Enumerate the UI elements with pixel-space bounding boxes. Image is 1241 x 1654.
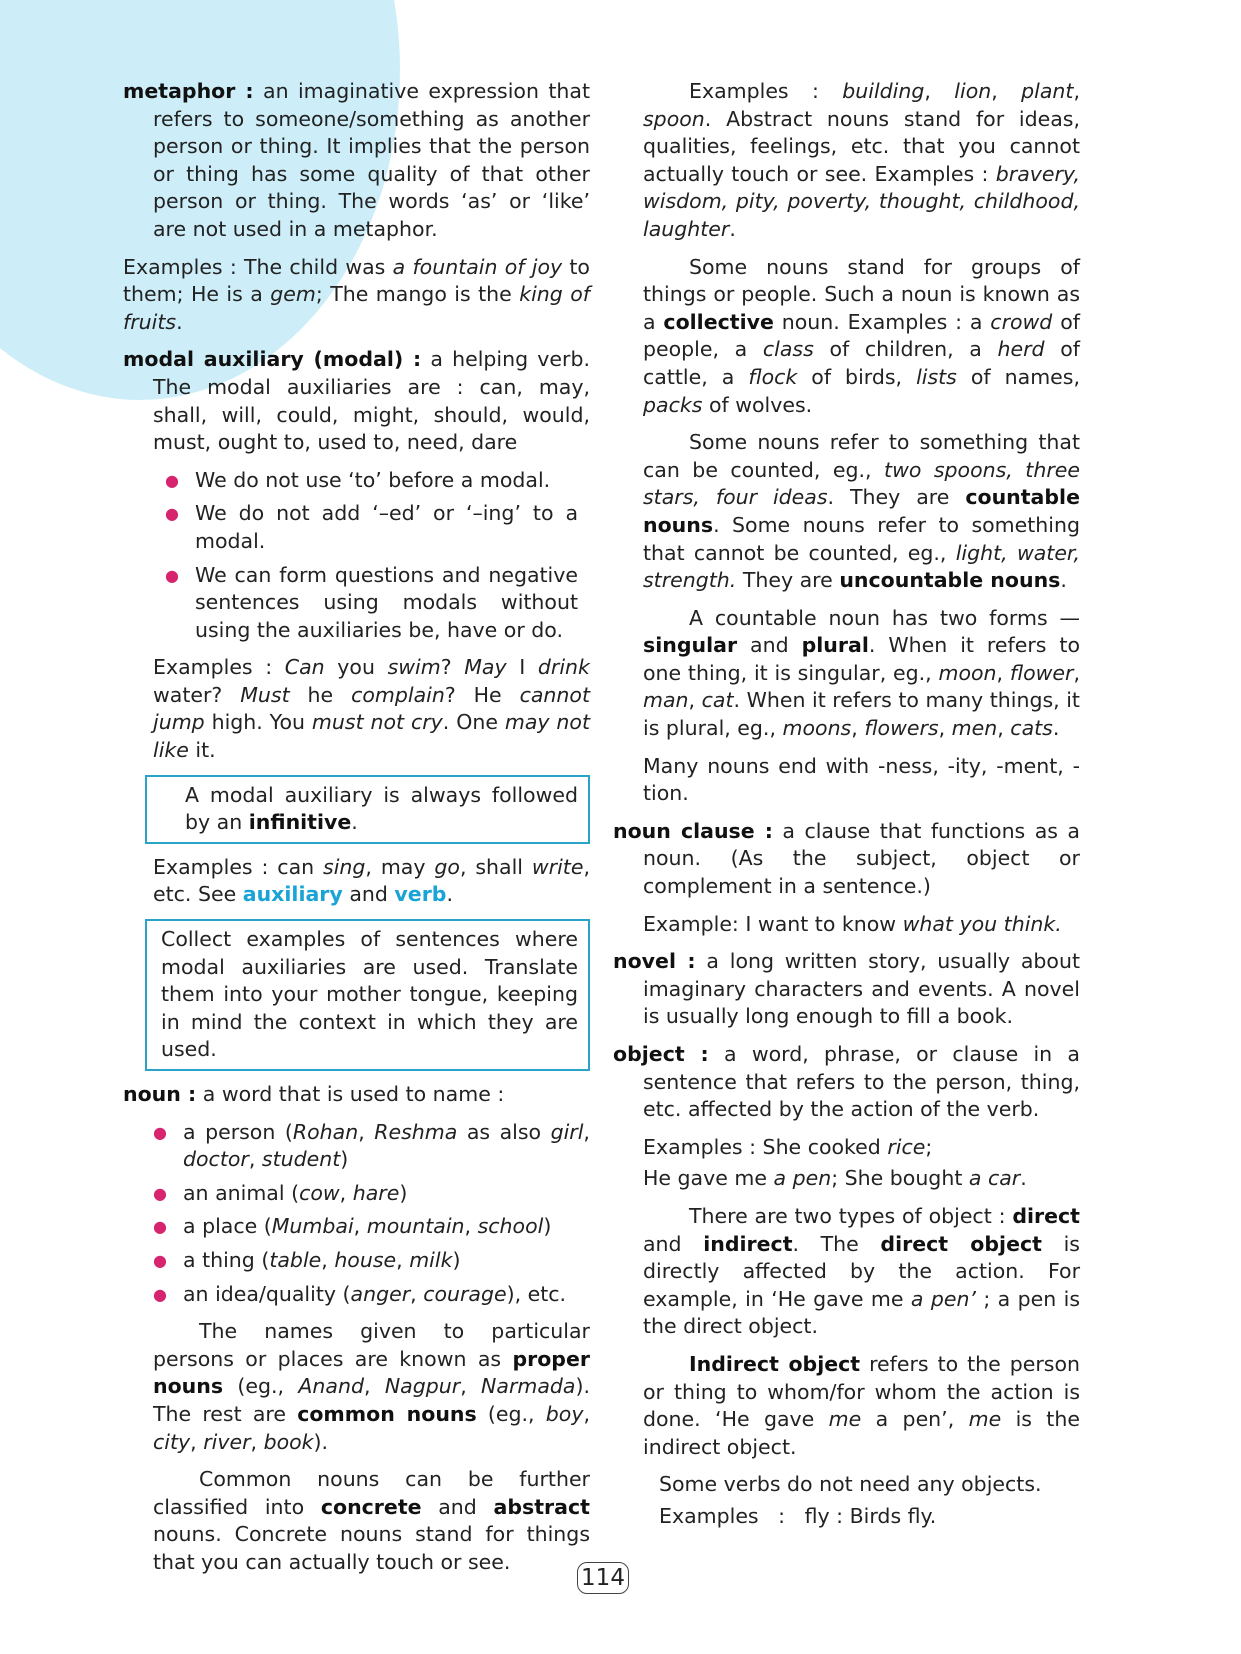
modal-examples-2: Examples : can sing, may go, shall write, etc. See auxiliary and verb. xyxy=(153,854,590,907)
activity-box: Collect examples of sentences where modal auxiliaries are used. Translate them into your mother tongue, keeping in mind the context in which they are used. xyxy=(145,919,590,1071)
glossary-entry-noun-clause xyxy=(613,818,1080,901)
definition: a clause that functions as a noun. (As the subject, object or complement in a sentence.) xyxy=(643,818,1080,899)
list-item: ● We do not use ‘to’ before a modal. xyxy=(123,467,590,495)
bullet-icon: ● xyxy=(153,1122,167,1142)
noun-clause-example: Example: I want to know what you think. xyxy=(643,911,1062,936)
singular-plural-paragraph: A countable noun has two forms — singular and plural. When it refers to one thing, it is singular, eg., moon, flower, man, cat. When it refers to many things, it is plural, eg., moons, flowers, men, cats. xyxy=(643,605,1080,741)
noun-types-list xyxy=(123,1119,590,1309)
term-noun-clause: noun clause : xyxy=(613,818,773,843)
page-number: 114 xyxy=(577,1562,629,1594)
bullet-icon: ● xyxy=(153,1250,167,1270)
indirect-object-paragraph: Indirect object refers to the person or thing to whom/for whom the action is done. ‘He gave me a pen’, me is the indirect object. xyxy=(643,1351,1080,1459)
metaphor-examples: Examples : The child was a fountain of joy to them; He is a gem; The mango is the king of fruits. xyxy=(123,254,590,334)
term-object: object : xyxy=(613,1042,709,1066)
modal-examples: Examples : Can you swim? May I drink water? Must he complain? He cannot jump high. You must not cry. One may not like it. xyxy=(153,655,590,763)
countable-nouns-paragraph: Some nouns refer to something that can be counted, eg., two spoons, three stars, four ideas. They are countable nouns. Some nouns refer to something that cannot be counted, eg., light, water, strength. They are uncountable nouns. xyxy=(643,430,1080,593)
definition: a helping verb. The modal auxiliaries are : can, may, shall, will, could, might, should, would, must, ought to, used to, need, dare xyxy=(153,347,590,455)
list-item: ● a person (Rohan, Reshma as also girl, doctor, student) xyxy=(153,1119,590,1172)
glossary-entry-object xyxy=(613,1041,1080,1124)
bullet-icon: ● xyxy=(165,565,179,585)
concrete-abstract-paragraph: Common nouns can be further classified into concrete and abstract nouns. Concrete nouns stand for things that you can actually touch or see. xyxy=(153,1467,590,1574)
definition: a word, phrase, or clause in a sentence that refers to the person, thing, etc. affected by the action of the verb. xyxy=(643,1042,1080,1122)
list-item: ● We can form questions and negative sentences using modals without using the auxiliaries be, have or do. xyxy=(165,562,578,642)
intransitive-example: Examples : fly : Birds fly. xyxy=(659,1503,937,1528)
right-column xyxy=(613,78,1080,1541)
concrete-examples-paragraph: Examples : building, lion, plant, spoon. Abstract nouns stand for ideas, qualities, feelings, etc. that you cannot actually touch or see. Examples : bravery, wisdom, pity, poverty, thought, childhood, laughter. xyxy=(643,79,1080,241)
bullet-icon: ● xyxy=(165,470,179,490)
bullet-icon: ● xyxy=(165,504,179,524)
noun-suffixes-paragraph: Many nouns end with -ness, -ity, -ment, -tion. xyxy=(643,753,1080,806)
term-modal: modal auxiliary (modal) : xyxy=(123,347,422,372)
object-types-paragraph: There are two types of object : direct and indirect. The direct object is directly affected by the action. For example, in ‘He gave me a pen’ ; a pen is the direct object. xyxy=(643,1203,1080,1339)
definition: a word that is used to name : xyxy=(202,1082,505,1106)
bullet-icon: ● xyxy=(153,1284,167,1304)
definition: a long written story, usually about imaginary characters and events. A novel is usually long enough to fill a book. xyxy=(643,949,1080,1029)
list-item: ● an idea/quality (anger, courage), etc. xyxy=(123,1281,590,1309)
object-examples-2: He gave me a pen; She bought a car. xyxy=(643,1166,1027,1191)
term-novel: novel : xyxy=(613,949,696,974)
modal-rules-list xyxy=(123,467,590,645)
term-metaphor: metaphor : xyxy=(123,79,254,103)
glossary-entry-metaphor xyxy=(123,78,590,244)
list-item: ● We do not add ‘–ed’ or ‘–ing’ to a modal. xyxy=(165,501,578,553)
left-column xyxy=(123,78,590,1587)
bullet-icon: ● xyxy=(153,1183,167,1203)
list-item: ● a place (Mumbai, mountain, school) xyxy=(123,1213,590,1241)
glossary-entry-noun xyxy=(123,1081,590,1109)
list-item: ● an animal (cow, hare) xyxy=(123,1180,590,1208)
verb-link[interactable]: verb xyxy=(394,882,447,907)
term-noun: noun : xyxy=(123,1082,197,1106)
bullet-icon: ● xyxy=(153,1217,167,1237)
object-examples-1: Examples : She cooked rice; xyxy=(643,1134,933,1159)
intransitive-note: Some verbs do not need any objects. xyxy=(659,1472,1042,1497)
definition: an imaginative expression that refers to someone/something as another person or thing. It implies that the person or thing has some quality of that other person or thing. The words ‘as’ or ‘like’ are not used in a metaphor. xyxy=(153,79,590,241)
auxiliary-link[interactable]: auxiliary xyxy=(242,882,343,907)
proper-nouns-paragraph: The names given to particular persons or places are known as proper nouns (eg., Anand, Nagpur, Narmada). The rest are common nouns (eg., boy, city, river, book). xyxy=(153,1319,590,1454)
glossary-entry-novel xyxy=(613,948,1080,1031)
list-item: ● a thing (table, house, milk) xyxy=(123,1247,590,1275)
collective-noun-paragraph: Some nouns stand for groups of things or people. Such a noun is known as a collective noun. Examples : a crowd of people, a class of children, a herd of cattle, a flock of birds, lists of names, packs of wolves. xyxy=(643,254,1080,417)
modal-note-box: A modal auxiliary is always followed by an infinitive. xyxy=(145,775,590,844)
glossary-entry-modal xyxy=(123,346,590,456)
